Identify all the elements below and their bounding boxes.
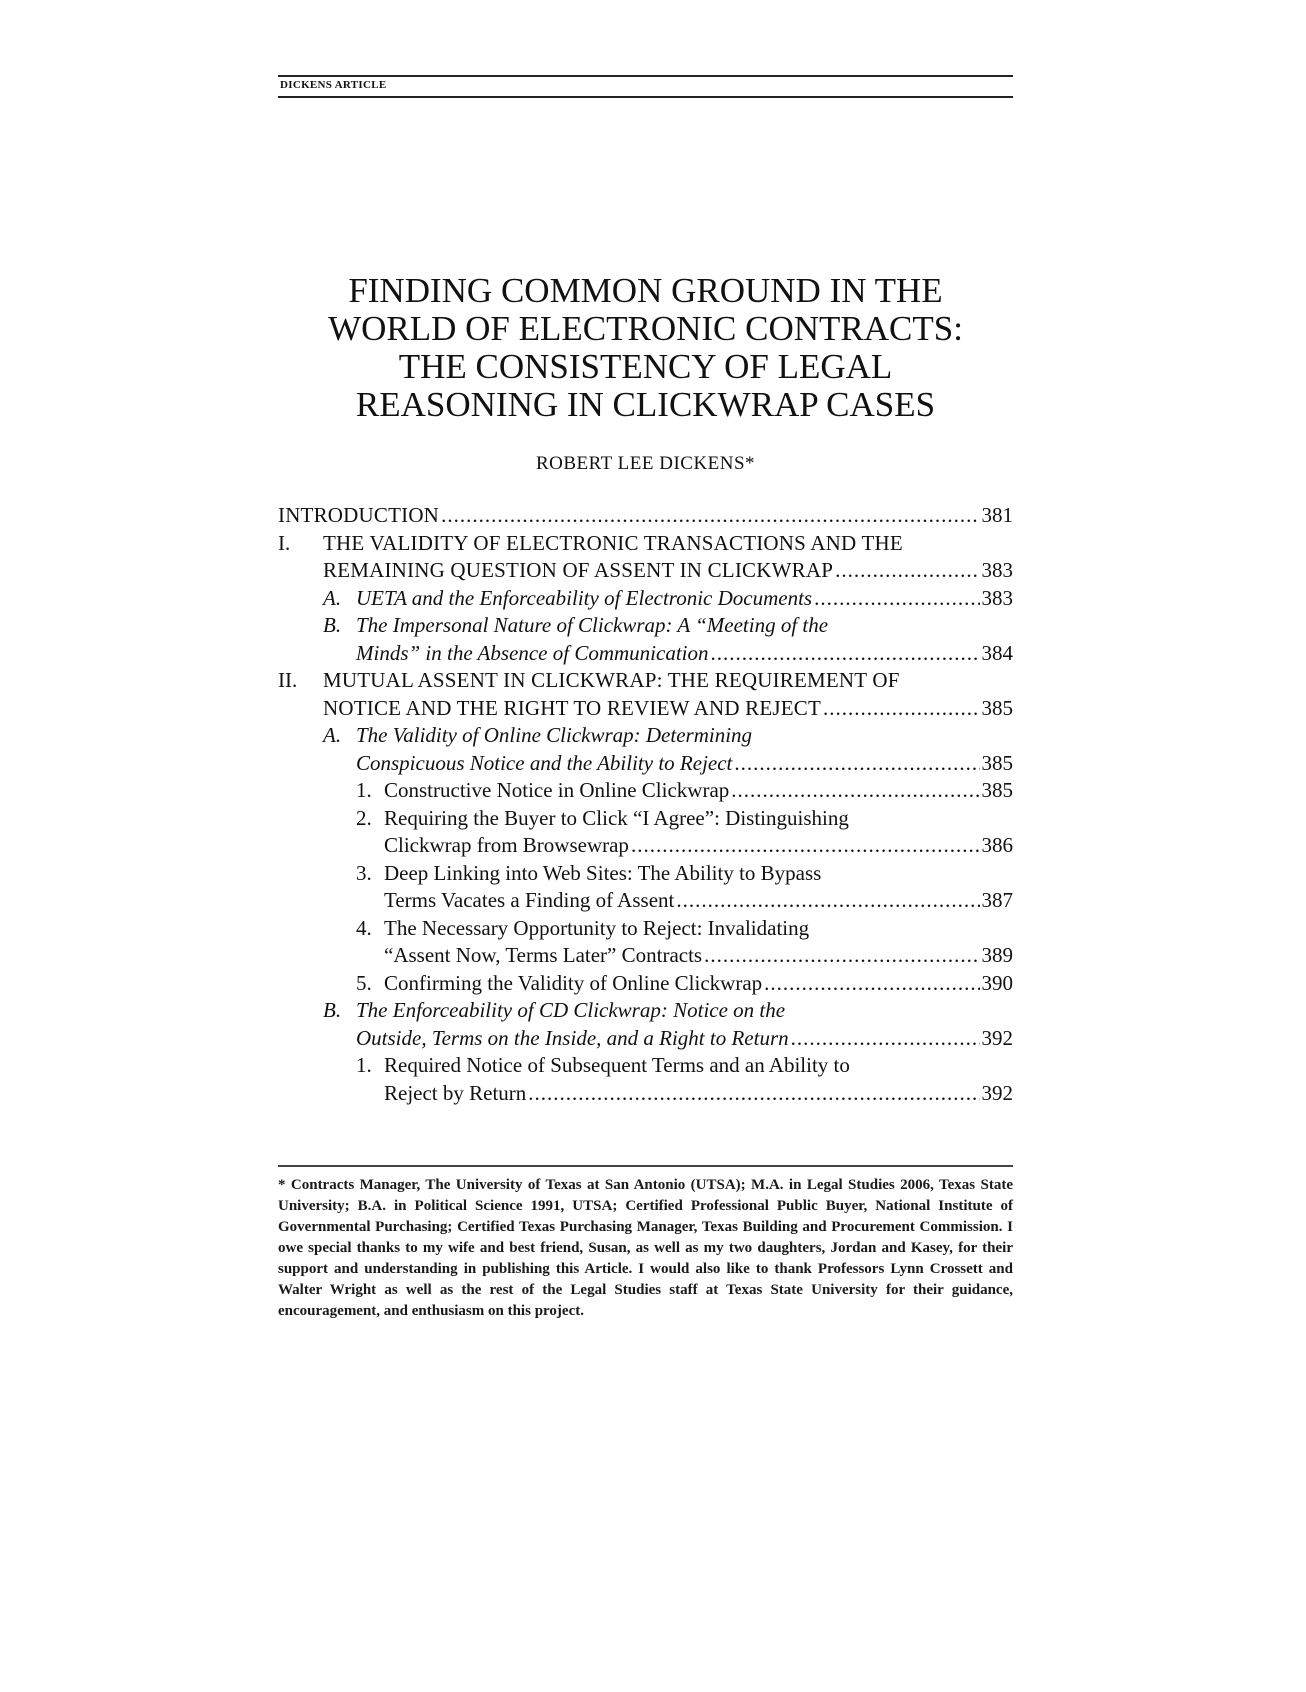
toc-entry-title: The Impersonal Nature of Clickwrap: A “Meeting of the (356, 613, 829, 637)
toc-page-number: 384 (981, 640, 1013, 665)
toc-entry-label: 5. (356, 970, 372, 995)
dot-leader (835, 557, 979, 585)
toc-entry-label: B. (323, 613, 342, 637)
toc-entry-title: Required Notice of Subsequent Terms and an Ability to (384, 1053, 850, 1077)
dot-leader (676, 887, 979, 915)
toc-entry-part-2[interactable] (278, 667, 1013, 722)
toc-entry-part-2a-1[interactable] (278, 777, 1013, 805)
dot-leader (631, 832, 980, 860)
toc-entry-introduction[interactable] (278, 502, 1013, 530)
toc-entry-label: 1. (356, 778, 372, 802)
toc-entry-title: Deep Linking into Web Sites: The Ability to Bypass (384, 860, 822, 885)
toc-entry-title-cont: Outside, Terms on the Inside, and a Right to Return (356, 1025, 789, 1050)
toc-page-number: 386 (981, 833, 1013, 857)
toc-entry-part-2a-3[interactable] (278, 860, 1013, 915)
toc-entry-part-2a-5[interactable] (278, 970, 1013, 998)
title-line: WORLD OF ELECTRONIC CONTRACTS: (328, 309, 963, 348)
toc-page-number: 383 (981, 585, 1013, 610)
toc-entry-title: MUTUAL ASSENT IN CLICKWRAP: THE REQUIREMENT OF (323, 668, 900, 692)
toc-page-number: 392 (981, 1025, 1013, 1050)
toc-entry-label: A. (323, 723, 342, 747)
dot-leader (823, 695, 980, 723)
toc-entry-title: Requiring the Buyer to Click “I Agree”: Distinguishing (384, 805, 849, 830)
dot-leader (764, 970, 979, 998)
toc-entry-title: THE VALIDITY OF ELECTRONIC TRANSACTIONS AND THE (323, 530, 903, 555)
dot-leader (814, 585, 979, 613)
running-header (278, 75, 1013, 98)
toc-entry-label: I. (278, 530, 291, 555)
dot-leader (528, 1080, 979, 1108)
toc-entry-title: INTRODUCTION (278, 503, 440, 527)
article-title (278, 272, 1013, 424)
toc-page-number: 385 (981, 750, 1013, 775)
toc-entry-title: UETA and the Enforceability of Electronic Documents (356, 585, 813, 610)
toc-entry-title-cont: REMAINING QUESTION OF ASSENT IN CLICKWRAP (323, 558, 834, 582)
toc-entry-label: B. (323, 998, 342, 1022)
toc-entry-label: A. (323, 585, 342, 610)
toc-entry-title: Constructive Notice in Online Clickwrap (384, 778, 730, 802)
toc-page-number: 385 (981, 778, 1013, 802)
toc-entry-part-2b[interactable] (278, 997, 1013, 1052)
dot-leader (734, 750, 979, 778)
toc-entry-title-cont: Conspicuous Notice and the Ability to Reject (356, 750, 733, 775)
dot-leader (711, 640, 980, 668)
toc-entry-title: Confirming the Validity of Online Clickwrap (384, 970, 763, 995)
title-line: FINDING COMMON GROUND IN THE (348, 271, 943, 310)
toc-entry-title: The Validity of Online Clickwrap: Determining (356, 723, 753, 747)
toc-entry-title: The Necessary Opportunity to Reject: Invalidating (384, 915, 810, 940)
toc-entry-part-2a[interactable] (278, 722, 1013, 777)
toc-page-number: 383 (981, 558, 1013, 582)
toc-entry-part-1b[interactable] (278, 612, 1013, 667)
toc-page-number: 385 (981, 695, 1013, 720)
toc-entry-part-1a[interactable] (278, 585, 1013, 613)
title-line: REASONING IN CLICKWRAP CASES (355, 385, 936, 424)
toc-entry-label: II. (278, 668, 298, 692)
dot-leader (731, 777, 979, 805)
dot-leader (704, 942, 979, 970)
toc-entry-label: 1. (356, 1053, 372, 1077)
dot-leader (441, 502, 979, 530)
running-header-text: DICKENS ARTICLE (280, 79, 387, 91)
toc-entry-title-cont: Minds” in the Absence of Communication (356, 640, 709, 665)
dot-leader (791, 1025, 980, 1053)
toc-entry-title-cont: Clickwrap from Browsewrap (384, 833, 629, 857)
toc-entry-title-cont: Terms Vacates a Finding of Assent (384, 888, 675, 912)
toc-entry-part-2a-2[interactable] (278, 805, 1013, 860)
toc-entry-title: The Enforceability of CD Clickwrap: Notice on the (356, 998, 786, 1022)
toc-entry-part-1[interactable] (278, 530, 1013, 585)
toc-entry-title-cont: Reject by Return (384, 1080, 527, 1105)
toc-entry-label: 3. (356, 860, 372, 885)
toc-page-number: 389 (981, 943, 1013, 967)
toc-page-number: 387 (981, 888, 1013, 912)
footnote-divider (278, 1165, 1013, 1167)
toc-entry-part-2b-1[interactable] (278, 1052, 1013, 1107)
table-of-contents (278, 502, 1013, 1107)
toc-entry-title-cont: “Assent Now, Terms Later” Contracts (384, 943, 703, 967)
author-footnote: * Contracts Manager, The University of Texas at San Antonio (UTSA); M.A. in Legal Studies 2006, Texas State University; B.A. in Political Science 1991, UTSA; Certified Professional Public Buyer, National Institute of Governmental Purchasing; Certified Texas Purchasing Manager, Texas Building and Procurement Commission. I owe special thanks to my wife and best friend, Susan, as well as my two daughters, Jordan and Kasey, for their support and understanding in publishing this Article. I would also like to thank Professors Lynn Crossett and Walter Wright as well as the rest of the Legal Studies staff at Texas State University for their guidance, encouragement, and enthusiasm on this project. (278, 1177, 1013, 1319)
toc-entry-label: 4. (356, 915, 372, 940)
toc-entry-part-2a-4[interactable] (278, 915, 1013, 970)
toc-entry-title-cont: NOTICE AND THE RIGHT TO REVIEW AND REJECT (323, 695, 821, 720)
toc-page-number: 392 (981, 1080, 1013, 1105)
author-byline: ROBERT LEE DICKENS* (535, 453, 756, 474)
title-line: THE CONSISTENCY OF LEGAL (398, 347, 893, 386)
toc-page-number: 390 (981, 970, 1013, 995)
toc-page-number: 381 (981, 503, 1013, 527)
toc-entry-label: 2. (356, 805, 372, 830)
